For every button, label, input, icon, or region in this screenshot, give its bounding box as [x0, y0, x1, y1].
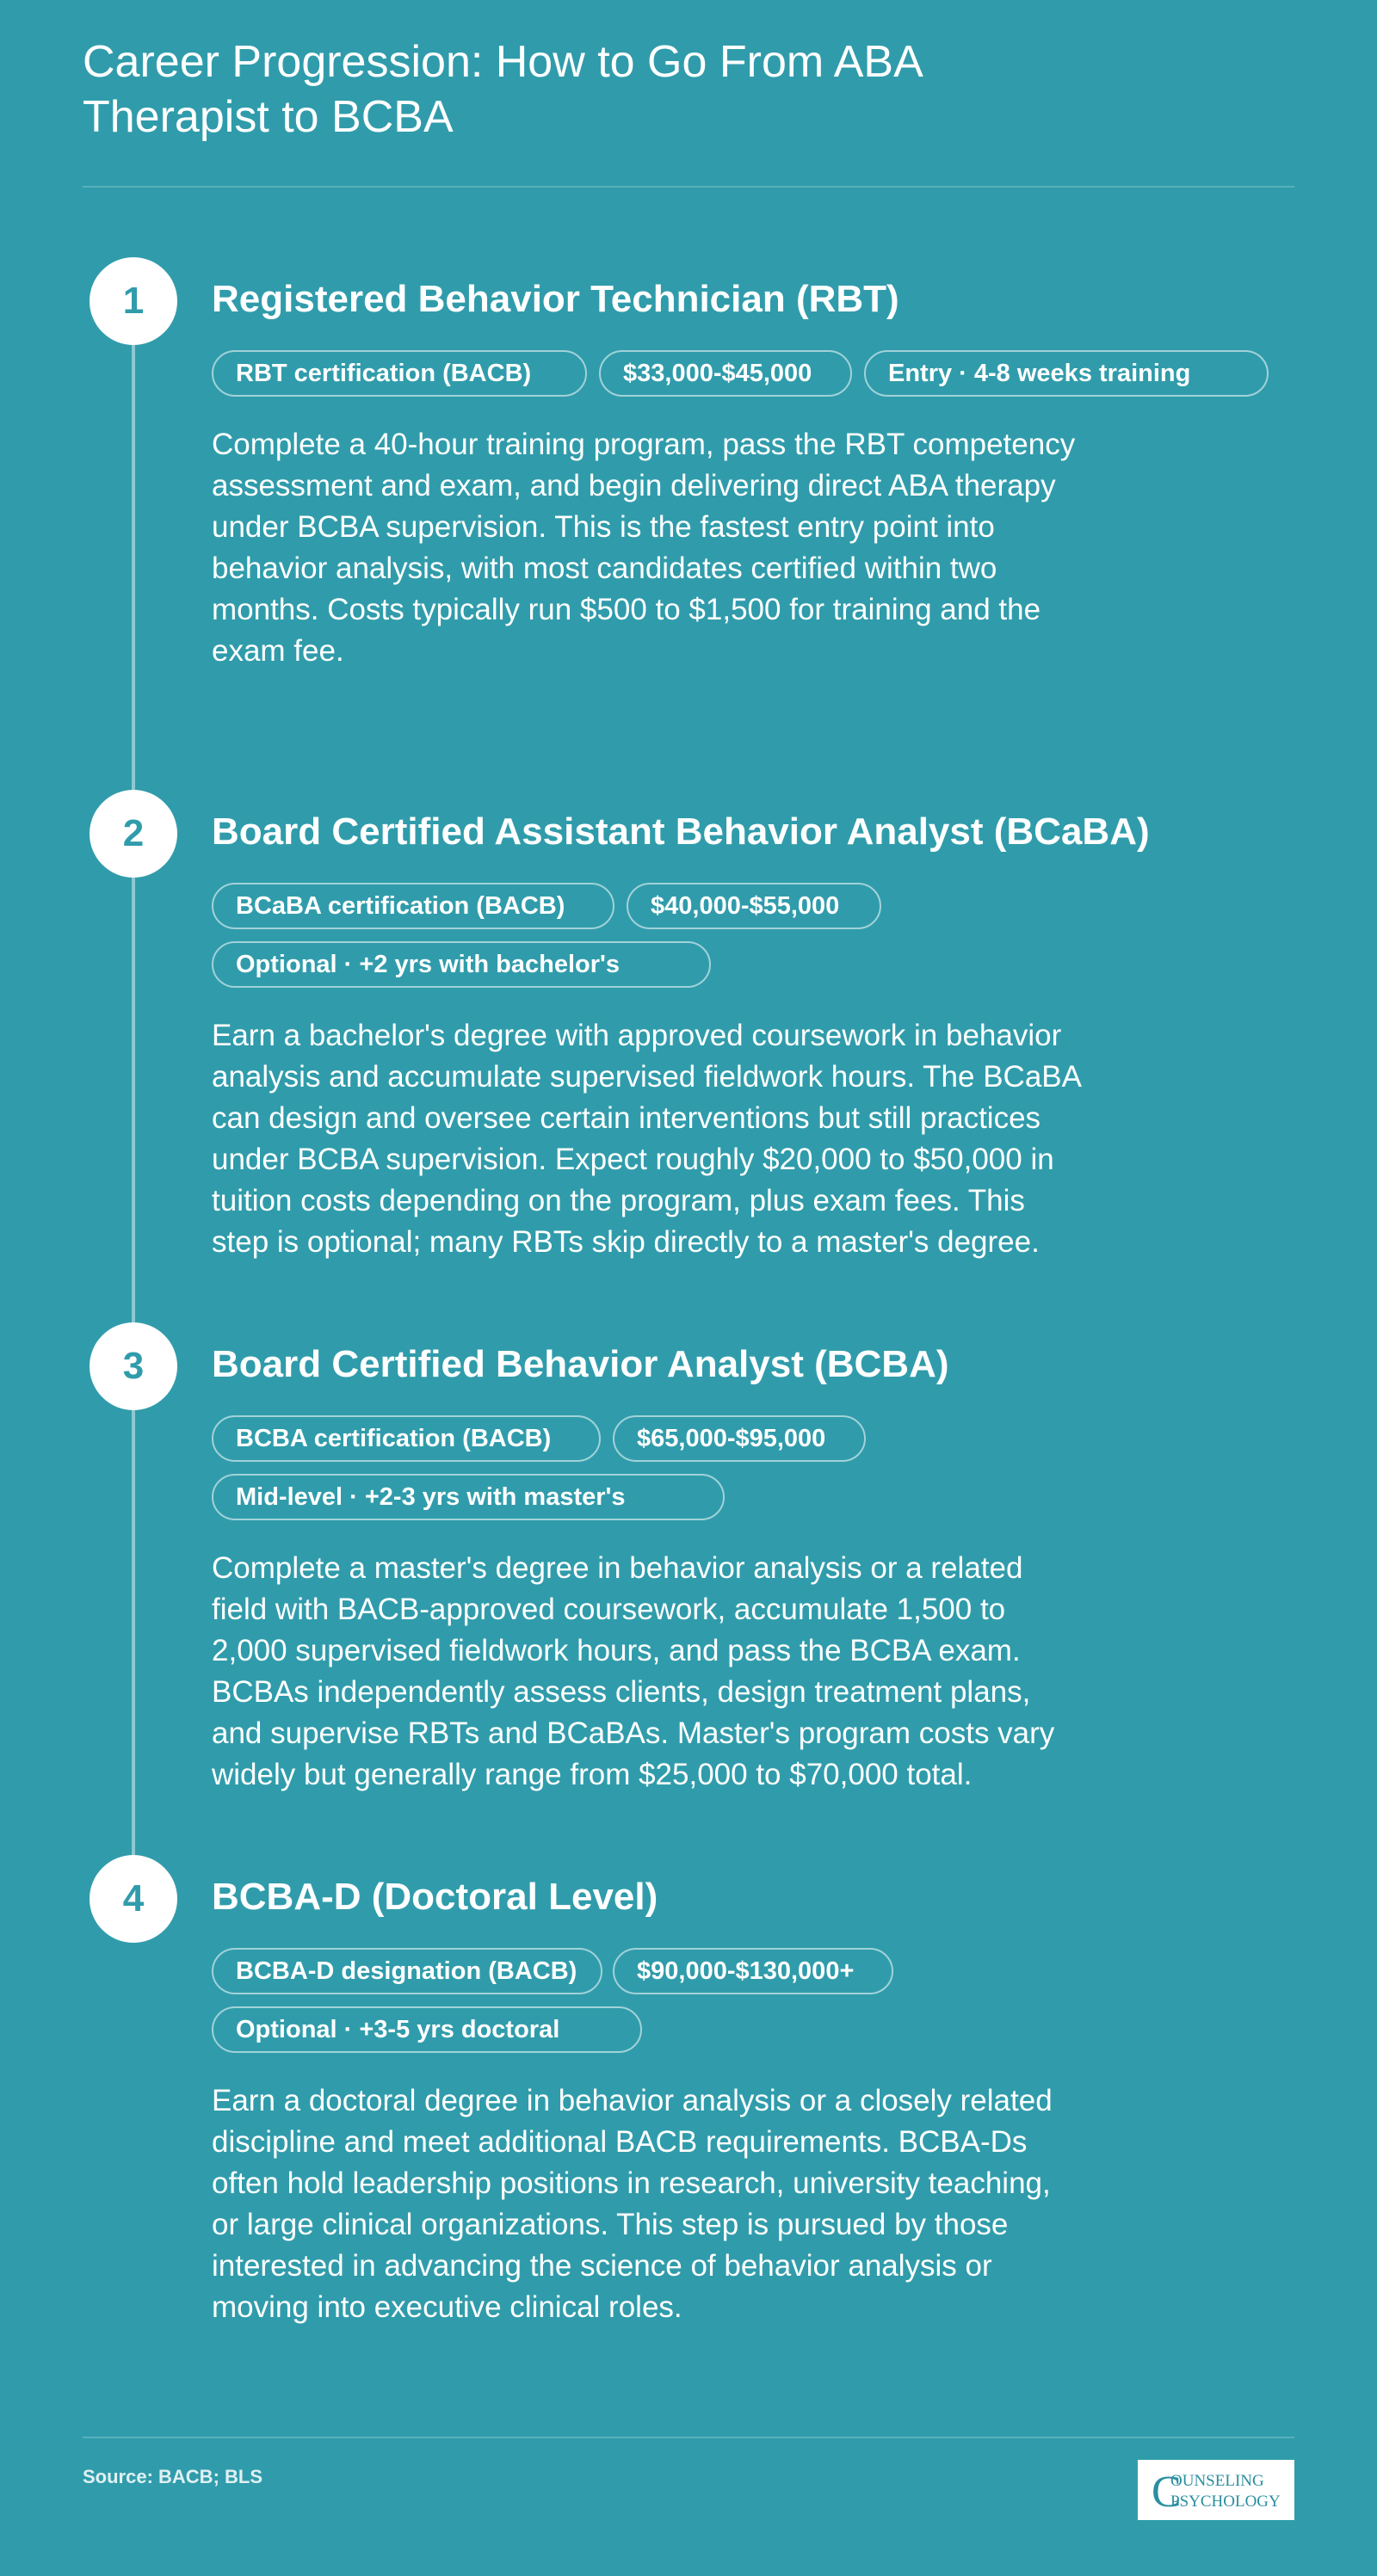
step-number-badge: 4: [90, 1855, 177, 1943]
level-tag: Optional · +3-5 yrs doctoral: [212, 2006, 642, 2053]
salary-tag: $33,000-$45,000: [599, 350, 852, 397]
step-description: Complete a 40-hour training program, pass the RBT competency assessment and exam, and begin delivering direct ABA therapy under BCBA supervision. This is the fastest entry point into behavior analysis, with most candidates certified within two months. Costs typically run $500 to $1,500 for training and the exam fee.: [212, 428, 1076, 668]
certification-tag: RBT certification (BACB): [212, 350, 587, 397]
svg-text:OUNSELING: OUNSELING: [1170, 2472, 1264, 2490]
timeline-line: [132, 301, 135, 1897]
step-description: Earn a bachelor's degree with approved coursework in behavior analysis and accumulate supervised fieldwork hours. The BCaBA can design and oversee certain interventions but still practices under BCBA supervision. Expect roughly $20,000 to $50,000 in tuition costs depending on the program, plus exam fees. This step is optional; many RBTs skip directly to a master's degree.: [212, 1019, 1081, 1259]
footer-divider: [83, 2437, 1294, 2438]
salary-tag: $40,000-$55,000: [627, 883, 881, 929]
counseling-psychology-logo: [1138, 2460, 1294, 2520]
source-note: Source: BACB; BLS: [83, 2466, 263, 2487]
salary-tag: $90,000-$130,000+: [613, 1948, 893, 1994]
certification-tag: BCaBA certification (BACB): [212, 883, 614, 929]
logo-mark: [1145, 2467, 1287, 2515]
step-description: Earn a doctoral degree in behavior analysis or a closely related discipline and meet additional BACB requirements. BCBA-Ds often hold leadership positions in research, university teaching, or large clinical organizations. This step is pursued by those interested in advancing the science of behavior analysis or moving into executive clinical roles.: [212, 2084, 1053, 2324]
step-title: Board Certified Assistant Behavior Analyst (BCaBA): [212, 810, 1150, 853]
salary-tag: $65,000-$95,000: [613, 1415, 866, 1462]
level-tag: Optional · +2 yrs with bachelor's: [212, 941, 711, 988]
header-divider: [83, 186, 1294, 188]
level-tag: Mid-level · +2-3 yrs with master's: [212, 1474, 725, 1520]
certification-tag: BCBA certification (BACB): [212, 1415, 601, 1462]
step-title: Registered Behavior Technician (RBT): [212, 278, 899, 320]
step-number-badge: 1: [90, 257, 177, 345]
certification-tag: BCBA-D designation (BACB): [212, 1948, 602, 1994]
level-tag: Entry · 4-8 weeks training: [864, 350, 1269, 397]
step-title: Board Certified Behavior Analyst (BCBA): [212, 1343, 949, 1385]
svg-text:PSYCHOLOGY: PSYCHOLOGY: [1170, 2493, 1281, 2511]
step-number-badge: 2: [90, 790, 177, 878]
step-title: BCBA-D (Doctoral Level): [212, 1876, 658, 1918]
page-title: Career Progression: How to Go From ABA Therapist to BCBA: [83, 37, 921, 142]
step-number-badge: 3: [90, 1322, 177, 1410]
step-description: Complete a master's degree in behavior analysis or a related field with BACB-approved coursework, accumulate 1,500 to 2,000 supervised fieldwork hours, and pass the BCBA exam. BCBAs independently assess clients, design treatment plans, and supervise RBTs and BCaBAs. Master's program costs vary widely but generally range from $25,000 to $70,000 total.: [212, 1551, 1055, 1791]
svg-text:C: C: [1152, 2468, 1182, 2515]
